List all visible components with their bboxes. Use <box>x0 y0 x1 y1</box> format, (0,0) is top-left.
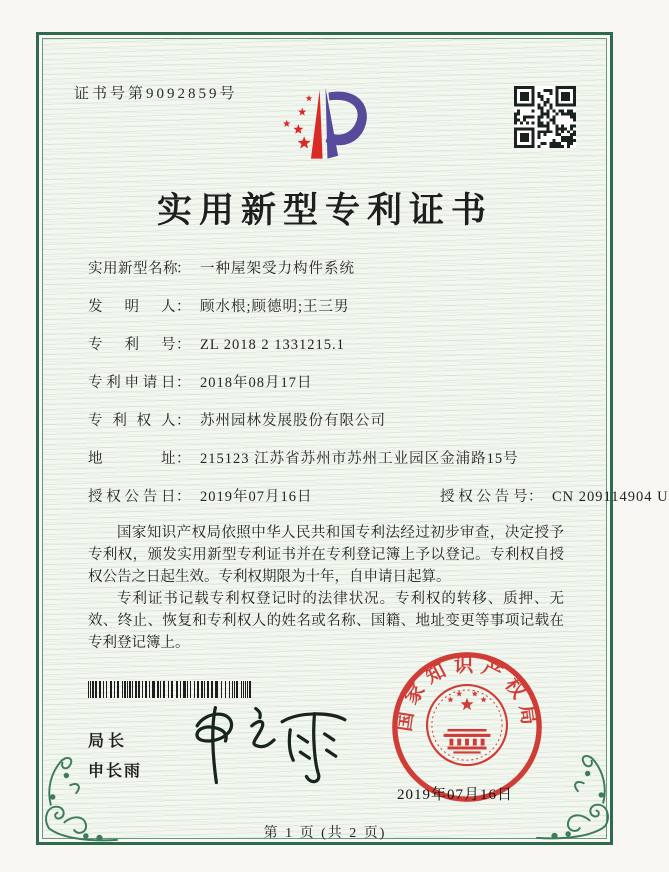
field-label: 地址 <box>88 451 176 467</box>
field-row-address: 地址： 215123 江苏省苏州市苏州工业园区金浦路15号 <box>88 447 568 468</box>
legal-paragraph-2: 专利证书记载专利权登记时的法律状况。专利权的转移、质押、无效、终止、恢复和专利权人的姓名或名称、国籍、地址变更等事项记载在专利登记簿上。 <box>88 591 564 651</box>
field-value: CN 209114904 U <box>552 489 669 505</box>
issuer-title: 局长 <box>88 733 129 750</box>
legal-text-block <box>88 522 564 654</box>
page-number: 第 1 页 (共 2 页) <box>263 826 387 841</box>
field-value: 一种屋架受力构件系统 <box>200 261 355 277</box>
field-row-filing-date: 专利申请日： 2018年08月17日 <box>88 371 568 392</box>
field-row-patentee: 专利权人： 苏州园林发展股份有限公司 <box>88 409 568 430</box>
field-row-patent-number: 专利号： ZL 2018 2 1331215.1 <box>88 333 568 354</box>
field-value: 2019年07月16日 <box>200 489 313 505</box>
field-row-grant: 授权公告日： 2019年07月16日 授权公告号： CN 209114904 U <box>88 485 568 506</box>
field-value: 苏州园林发展股份有限公司 <box>200 413 386 429</box>
legal-paragraph-1: 国家知识产权局依照中华人民共和国专利法经过初步审查，决定授予专利权，颁发实用新型专利证书并在专利登记簿上予以登记。专利权自授权公告之日起生效。专利权期限为十年，自申请日起算。 <box>88 525 564 585</box>
field-value: 顾水根;顾德明;王三男 <box>200 299 350 315</box>
field-label: 授权公告号 <box>440 489 528 505</box>
cnipa-logo-icon <box>277 83 374 176</box>
field-label: 专利权人 <box>88 413 176 429</box>
national-emblem <box>427 685 507 765</box>
certificate-number: 证书号第9092859号 <box>74 86 238 102</box>
field-value: 215123 江苏省苏州市苏州工业园区金浦路15号 <box>200 451 519 467</box>
certificate-title: 实用新型专利证书 <box>156 191 493 230</box>
field-label: 专利号 <box>88 337 176 353</box>
field-label: 发明人 <box>88 299 176 315</box>
field-value: 2018年08月17日 <box>200 375 313 391</box>
field-label: 专利申请日 <box>88 375 176 391</box>
seal-date: 2019年07月16日 <box>397 787 514 803</box>
qr-code-icon <box>514 86 576 148</box>
field-label: 授权公告日 <box>88 489 176 505</box>
field-value: ZL 2018 2 1331215.1 <box>200 337 345 353</box>
issuer-name: 申长雨 <box>88 763 143 780</box>
official-seal-icon <box>389 649 545 805</box>
field-row-invention-name: 实用新型名称： 一种屋架受力构件系统 <box>88 257 568 278</box>
field-row-inventors: 发明人： 顾水根;顾德明;王三男 <box>88 295 568 316</box>
seal-text: 国家知识产权局 <box>394 655 540 733</box>
signature-icon <box>185 695 357 787</box>
svg-text:国家知识产权局 <box>393 654 540 733</box>
corner-ornament-left-icon <box>41 746 119 844</box>
corner-ornament-right-icon <box>535 744 613 842</box>
field-grant-number: 授权公告号： CN 209114904 U <box>440 485 669 506</box>
field-label: 实用新型名称 <box>88 261 178 277</box>
